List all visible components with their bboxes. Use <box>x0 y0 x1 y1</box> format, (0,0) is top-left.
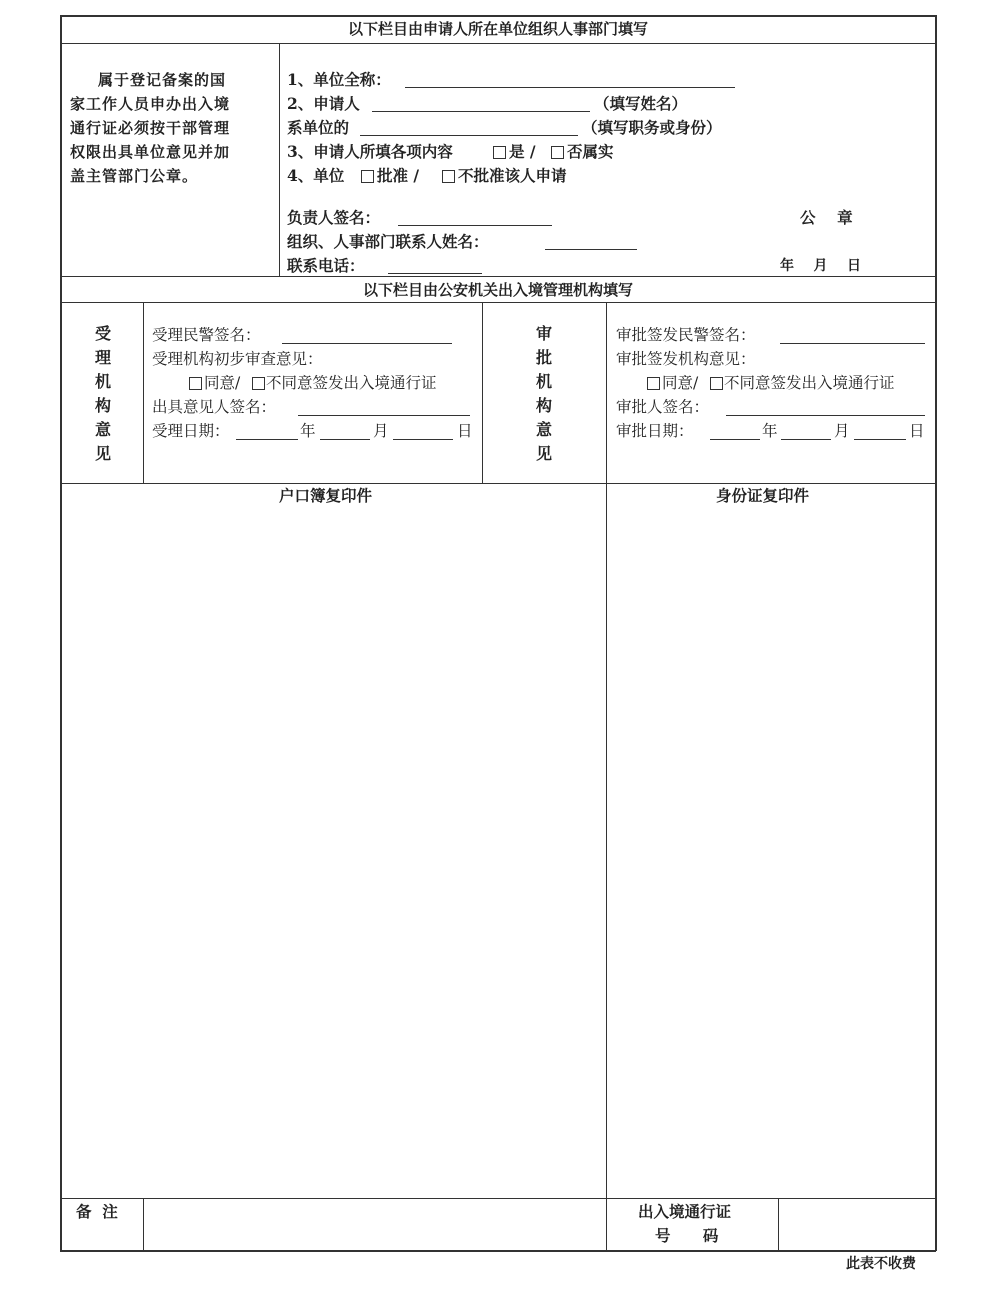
approve-officer-sign-label: 审批签发民警签名： <box>616 326 756 344</box>
rule-approve-label-divider <box>606 302 607 483</box>
signer-label: 负责人签名： <box>287 208 381 227</box>
hukou-copy-title: 户口簿复印件 <box>279 486 373 505</box>
approve-vertical-label: 审 批 机 构 意 见 <box>535 324 552 463</box>
item3-yes-label: 是 / <box>509 142 536 161</box>
accept-month-field[interactable] <box>320 439 370 440</box>
item2-hint: （填写姓名） <box>594 94 688 113</box>
approve-disagree-label: 不同意签发出入境通行证 <box>724 374 895 392</box>
table-border-right <box>935 15 937 1251</box>
accept-disagree-label: 不同意签发出入境通行证 <box>266 374 437 392</box>
unit-fullname-field[interactable] <box>405 87 735 88</box>
item4-approve-checkbox[interactable] <box>361 170 374 183</box>
item2b-hint: （填写职务或身份） <box>582 118 722 137</box>
accept-year-label: 年 <box>300 422 316 440</box>
table-border-top <box>60 15 936 17</box>
left-note-line5: 盖主管部门公章。 <box>70 167 199 185</box>
section2-header: 以下栏目由公安机关出入境管理机构填写 <box>362 281 633 299</box>
rule-section1-divider <box>279 43 280 276</box>
rule-copies-divider <box>606 483 607 1251</box>
rule-permit-no-divider <box>778 1198 779 1251</box>
applicant-name-field[interactable] <box>372 111 590 112</box>
item4-label: 4、单位 <box>287 166 345 185</box>
accept-agree-checkbox[interactable] <box>189 377 202 390</box>
accept-year-field[interactable] <box>236 439 298 440</box>
remarks-label: 备 注 <box>76 1202 118 1221</box>
contact-name-label: 组织、人事部门联系人姓名： <box>287 232 489 251</box>
approve-day-label: 日 <box>909 422 925 440</box>
rule-under-header2 <box>60 302 936 303</box>
approve-day-field[interactable] <box>854 439 906 440</box>
accept-day-field[interactable] <box>393 439 453 440</box>
accept-agree-label: 同意/ <box>204 374 241 392</box>
remarks-field[interactable] <box>145 1200 605 1249</box>
approve-officer-sign-field[interactable] <box>780 343 925 344</box>
accept-disagree-checkbox[interactable] <box>252 377 265 390</box>
item3-no-label: 否属实 <box>567 142 614 161</box>
left-note-line4: 权限出具单位意见并加 <box>70 143 231 161</box>
permit-no-label-line2: 号 码 <box>655 1226 719 1245</box>
rule-accept-approve-divider <box>482 302 483 483</box>
item4-reject-label: 不批准该人申请 <box>458 166 567 185</box>
rule-above-footer <box>60 1198 936 1199</box>
approve-agree-checkbox[interactable] <box>647 377 660 390</box>
rule-remarks-label-divider <box>143 1198 144 1251</box>
approve-month-label: 月 <box>834 422 850 440</box>
item3-yes-checkbox[interactable] <box>493 146 506 159</box>
accept-prelim-label: 受理机构初步审查意见： <box>152 350 323 368</box>
applicant-position-field[interactable] <box>360 135 578 136</box>
accept-month-label: 月 <box>373 422 389 440</box>
approve-year-label: 年 <box>762 422 778 440</box>
free-note: 此表不收费 <box>846 1256 916 1272</box>
left-note-line1: 属于登记备案的国 <box>98 71 227 89</box>
accept-officer-sign-label: 受理民警签名： <box>152 326 261 344</box>
item3-no-checkbox[interactable] <box>551 146 564 159</box>
accept-opinion-sign-label: 出具意见人签名： <box>152 398 277 416</box>
section1-header: 以下栏目由申请人所在单位组织人事部门填写 <box>347 20 648 38</box>
item2b-label: 系单位的 <box>287 118 350 137</box>
seal-label: 公 章 <box>800 208 853 227</box>
approve-date-label: 审批日期： <box>616 422 694 440</box>
left-note-line2: 家工作人员申办出入境 <box>70 95 231 113</box>
idcard-copy-area[interactable] <box>608 510 934 1196</box>
accept-day-label: 日 <box>457 422 473 440</box>
rule-above-header2 <box>60 276 936 277</box>
unit-date-label: 年 月 日 <box>780 258 861 274</box>
table-border-bottom <box>60 1250 936 1252</box>
accept-opinion-sign-field[interactable] <box>298 415 470 416</box>
accept-date-label: 受理日期： <box>152 422 230 440</box>
approver-sign-field[interactable] <box>726 415 925 416</box>
left-note-line3: 通行证必须按干部管理 <box>70 119 231 137</box>
rule-under-header1 <box>60 43 936 44</box>
permit-no-label-line1: 出入境通行证 <box>638 1202 732 1221</box>
approve-agree-label: 同意/ <box>662 374 699 392</box>
item2-label: 2、申请人 <box>287 94 360 113</box>
contact-name-field[interactable] <box>545 249 637 250</box>
item1-label: 1、单位全称： <box>287 70 391 89</box>
approve-month-field[interactable] <box>781 439 831 440</box>
approver-sign-label: 审批人签名： <box>616 398 710 416</box>
idcard-copy-title: 身份证复印件 <box>716 486 810 505</box>
phone-field[interactable] <box>388 273 482 274</box>
rule-under-opinions <box>60 483 936 484</box>
accept-vertical-label: 受 理 机 构 意 见 <box>94 324 111 463</box>
item4-approve-label: 批准 / <box>377 166 420 185</box>
signer-field[interactable] <box>398 225 552 226</box>
approve-disagree-checkbox[interactable] <box>710 377 723 390</box>
phone-label: 联系电话： <box>287 256 365 275</box>
item4-reject-checkbox[interactable] <box>442 170 455 183</box>
item3-label: 3、申请人所填各项内容 <box>287 142 453 161</box>
rule-accept-label-divider <box>143 302 144 483</box>
approve-opinion-label: 审批签发机构意见： <box>616 350 756 368</box>
permit-no-field[interactable] <box>780 1200 934 1249</box>
approve-year-field[interactable] <box>710 439 760 440</box>
accept-officer-sign-field[interactable] <box>282 343 452 344</box>
hukou-copy-area[interactable] <box>62 510 605 1196</box>
